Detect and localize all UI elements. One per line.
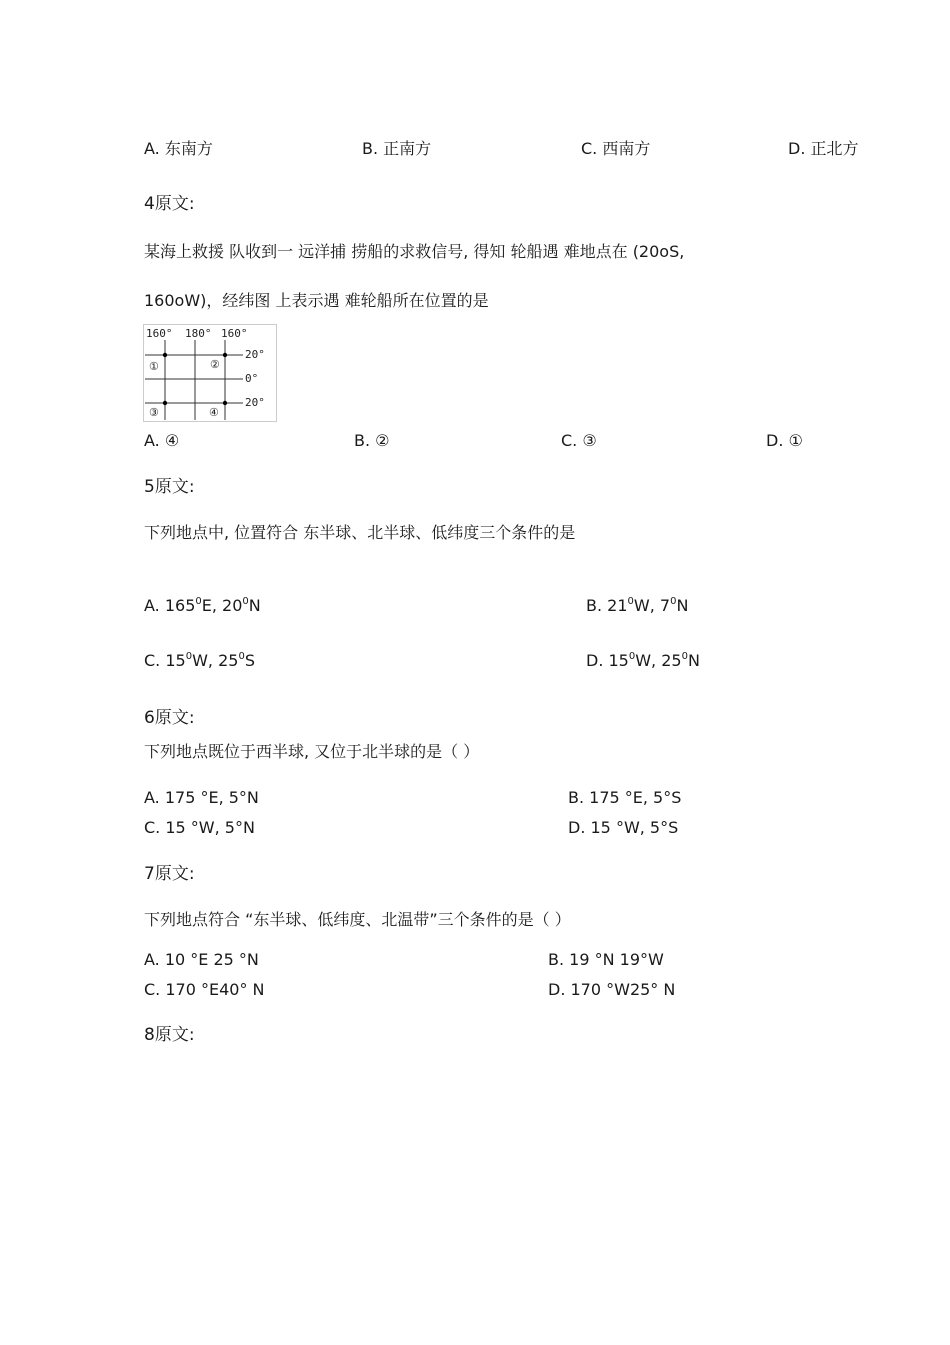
q5-heading: 5原文: [144, 477, 195, 497]
q3-option-c: C. 西南方 [581, 139, 651, 158]
q7-option-d: D. 170 °W25° N [548, 980, 676, 999]
q3-option-a: A. 东南方 [144, 139, 213, 158]
q3-option-d: D. 正北方 [788, 139, 859, 158]
grid-top-label-1: 160° [146, 327, 173, 340]
q7-option-a: A. 10 °E 25 °N [144, 950, 259, 969]
q8-heading: 8原文: [144, 1025, 195, 1045]
grid-right-label-1: 20° [245, 348, 265, 361]
q4-text-line1: 某海上救援 队收到一 远洋捕 捞船的求救信号, 得知 轮船遇 难地点在 (20oS, [144, 242, 685, 261]
q3-option-b: B. 正南方 [362, 139, 432, 158]
grid-point-label-3: ③ [149, 406, 159, 419]
q7-heading: 7原文: [144, 864, 195, 884]
q4-option-a: A. ④ [144, 431, 180, 450]
q4-heading: 4原文: [144, 194, 195, 214]
q5-option-c: C. $15^0W$, $25^0S$ [144, 651, 255, 670]
q7-option-b: B. 19 °N 19°W [548, 950, 664, 969]
grid-top-label-3: 160° [221, 327, 248, 340]
q6-option-a: A. 175 °E, 5°N [144, 788, 259, 807]
q5-option-d: D. $15^0W$, $25^0N$ [586, 651, 700, 670]
q4-option-c: C. ③ [561, 431, 597, 450]
q6-option-c: C. 15 °W, 5°N [144, 818, 255, 837]
q7-text: 下列地点符合 “东半球、低纬度、北温带”三个条件的是（ ） [144, 910, 571, 929]
q6-text: 下列地点既位于西半球, 又位于北半球的是（ ） [144, 742, 480, 761]
q4-text-line2: 160oW)，经纬图 上表示遇 难轮船所在位置的是 [144, 291, 489, 310]
lat-long-grid-figure [143, 324, 277, 422]
q4-option-d: D. ① [766, 431, 803, 450]
grid-point-label-4: ④ [209, 406, 219, 419]
grid-right-label-3: 20° [245, 396, 265, 409]
grid-right-label-2: 0° [245, 372, 259, 385]
q5-text: 下列地点中, 位置符合 东半球、北半球、低纬度三个条件的是 [144, 523, 576, 542]
q6-option-d: D. 15 °W, 5°S [568, 818, 679, 837]
q5-option-a: A. $165^0E$, $20^0N$ [144, 596, 261, 615]
q5-option-b: B. $21^0W$, $7^0N$ [586, 596, 689, 615]
q7-option-c: C. 170 °E40° N [144, 980, 265, 999]
q6-option-b: B. 175 °E, 5°S [568, 788, 682, 807]
grid-point-label-2: ② [210, 358, 220, 371]
q6-heading: 6原文: [144, 708, 195, 728]
q4-option-b: B. ② [354, 431, 390, 450]
grid-top-label-2: 180° [185, 327, 212, 340]
grid-point-label-1: ① [149, 360, 159, 373]
